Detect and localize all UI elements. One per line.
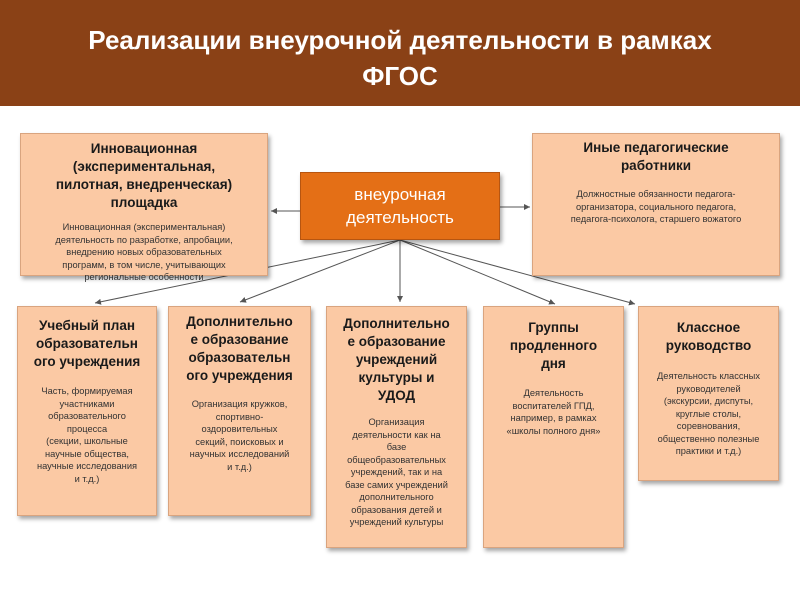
- box-other-teachers: [532, 133, 780, 276]
- box-description-line: педагога-психолога, старшего вожатого: [570, 214, 742, 224]
- box-description-line: (экскурсии, диспуты,: [663, 396, 754, 406]
- box-description-line: Деятельность: [523, 388, 584, 398]
- box-description-line: Инновационная (экспериментальная): [62, 222, 226, 232]
- box-description-line: круглые столы,: [675, 408, 742, 419]
- box-description-line: оздоровительных: [201, 424, 278, 434]
- box-description-line: соревнования,: [676, 421, 741, 431]
- box-description-line: Должностные обязанности педагога-: [576, 189, 736, 199]
- box-curriculum: [17, 306, 157, 516]
- box-description-line: дополнительного: [359, 492, 434, 502]
- box-description-line: процесса: [66, 423, 108, 434]
- box-description-line: образования детей и: [351, 504, 442, 515]
- box-title-line: Дополнительно: [343, 316, 450, 331]
- box-title-line: работники: [620, 158, 692, 173]
- box-description-line: Деятельность классных: [657, 371, 760, 381]
- box-description-line: научные общества,: [45, 448, 129, 459]
- box-title-line: Иные педагогические: [583, 140, 729, 155]
- box-description: [533, 188, 779, 226]
- box-description-line: например, в рамках: [510, 413, 597, 423]
- box-extended-day-groups: [483, 306, 624, 548]
- box-description-line: практики и т.д.): [675, 446, 742, 456]
- box-description-line: воспитателей ГПД,: [512, 400, 595, 411]
- box-description-line: программ, в том числе, учитывающих: [62, 259, 226, 270]
- center-node-line-1: внеурочная: [354, 185, 446, 204]
- box-title-line: руководство: [665, 338, 752, 353]
- box-description: [484, 387, 623, 437]
- box-description-line: «школы полного дня»: [506, 425, 601, 436]
- box-description-line: деятельность по разработке, апробации,: [55, 234, 233, 245]
- box-title-line: (экспериментальная,: [72, 159, 216, 174]
- box-description-line: региональные особенности: [84, 272, 204, 282]
- box-description-line: учреждений культуры: [349, 517, 444, 527]
- box-description-line: учреждений, так и на: [350, 467, 443, 477]
- box-title-line: учреждений: [355, 352, 438, 367]
- box-description-line: участниками: [59, 398, 115, 409]
- box-title-line: УДОД: [377, 388, 416, 403]
- center-node-extracurricular: [300, 172, 500, 240]
- box-description-line: общеобразовательных: [347, 454, 446, 465]
- box-description: [327, 416, 466, 529]
- box-description-line: секций, поисковых и: [195, 436, 284, 447]
- box-title-line: Учебный план: [38, 318, 136, 333]
- box-title: [327, 315, 466, 405]
- box-description-line: базе: [386, 442, 407, 452]
- box-title-line: продленного: [509, 338, 598, 353]
- box-description-line: научные исследования: [36, 461, 138, 471]
- box-description-line: внедрению новых образовательных: [66, 247, 222, 257]
- box-title-line: образовательн: [188, 350, 291, 365]
- box-description-line: и т.д.): [227, 461, 252, 472]
- box-description-line: деятельности как на: [352, 429, 441, 440]
- box-description-line: общественно полезные: [657, 433, 760, 444]
- box-title: [484, 319, 623, 373]
- box-title-line: образовательн: [36, 336, 138, 351]
- box-title: [639, 319, 778, 355]
- box-title-line: Классное: [676, 320, 741, 335]
- box-title: [21, 140, 267, 212]
- box-title-line: пилотная, внедренческая): [55, 177, 233, 192]
- box-title-line: е образование: [190, 332, 289, 347]
- box-description: [639, 370, 778, 458]
- box-culture-institutions: [326, 306, 467, 548]
- box-innovation-platform: [20, 133, 268, 282]
- box-title-line: культуры и: [358, 370, 435, 385]
- center-node-line-2: деятельность: [346, 208, 454, 227]
- box-title-line: ого учреждения: [33, 354, 141, 369]
- box-description-line: (секции, школьные: [46, 436, 128, 446]
- box-title-line: площадка: [110, 195, 178, 210]
- box-class-management: [638, 306, 779, 481]
- box-title: [169, 313, 310, 385]
- page-title-line-1: Реализации внеурочной деятельности в рамках: [88, 25, 712, 55]
- page-title-line-2: ФГОС: [362, 61, 438, 91]
- box-title: [18, 317, 156, 371]
- box-description-line: Часть, формируемая: [41, 386, 133, 396]
- box-title-line: е образование: [347, 334, 446, 349]
- box-title-line: Инновационная: [90, 141, 198, 156]
- box-school-extra-education: [168, 306, 311, 516]
- box-title-line: дня: [541, 356, 566, 371]
- box-description-line: Организация: [368, 417, 425, 427]
- box-description-line: спортивно-: [215, 411, 264, 422]
- box-description-line: и т.д.): [74, 473, 100, 484]
- box-description-line: научных исследований: [189, 449, 290, 459]
- box-description: [18, 385, 156, 485]
- box-title: [533, 139, 779, 175]
- box-title-line: ого учреждения: [186, 368, 293, 383]
- box-description: [21, 221, 267, 284]
- box-description-line: базе самих учреждений: [345, 479, 448, 490]
- box-title-line: Дополнительно: [186, 314, 293, 329]
- box-description-line: Организация кружков,: [191, 399, 288, 409]
- box-description-line: руководителей: [676, 383, 741, 394]
- box-description: [169, 398, 310, 473]
- box-description-line: организатора, социального педагога,: [575, 201, 737, 212]
- box-title-line: Группы: [528, 320, 579, 335]
- box-description-line: образовательного: [48, 411, 126, 421]
